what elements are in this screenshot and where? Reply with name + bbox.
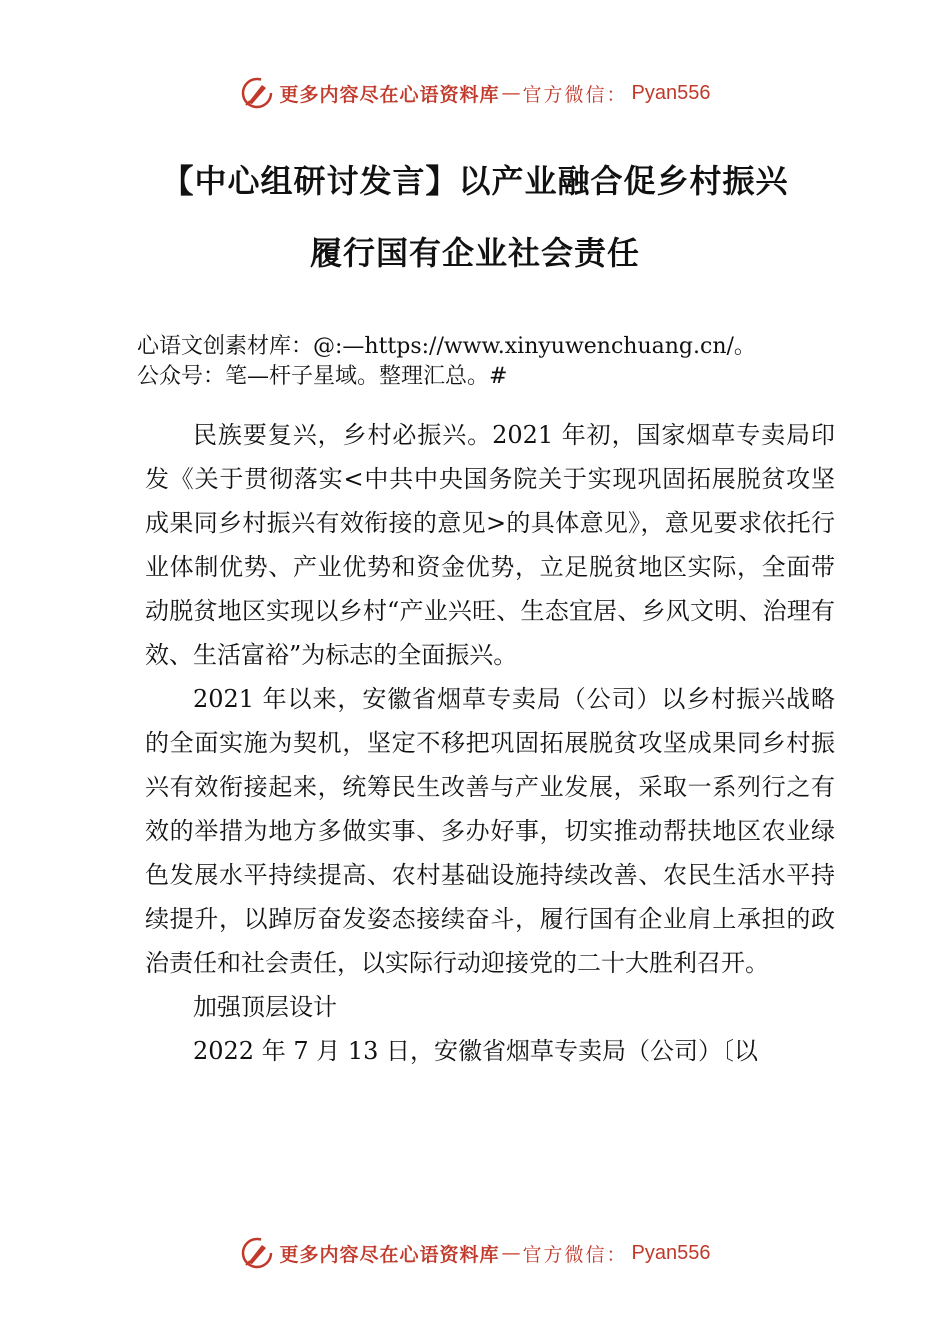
banner-dash: — [501, 1242, 521, 1264]
document-body [145, 413, 835, 1073]
source-line-2: 公众号：笔—杆子星域。整理汇总。# [137, 364, 508, 389]
banner-wechat-label: 官方微信： [522, 83, 628, 106]
source-block [137, 332, 937, 392]
quill-logo-icon [240, 76, 274, 110]
document-title-line2: 履行国有企业社会责任 [309, 234, 640, 272]
document-title-line1: 【中心组研讨发言】以产业融合促乡村振兴 [161, 162, 789, 200]
footer-banner [0, 1233, 950, 1273]
paragraph-3: 2022 年 7 月 13 日，安徽省烟草专卖局（公司）〔以 [193, 1037, 759, 1065]
header-banner [0, 73, 950, 113]
banner-wechat-id: Pyan556 [631, 81, 711, 104]
source-line-1: 心语文创素材库：@:—https://www.xinyuwenchuang.cn/。 [137, 334, 756, 359]
banner-wechat-label: 官方微信： [522, 1243, 628, 1266]
banner-dash: — [501, 82, 521, 104]
quill-logo-icon [240, 1236, 274, 1270]
banner-wechat-id: Pyan556 [631, 1241, 711, 1264]
banner-brand-text: 更多内容尽在心语资料库 [279, 83, 500, 106]
paragraph-1: 民族要复兴，乡村必振兴。2021 年初，国家烟草专卖局印发《关于贯彻落实<中共中央国务院关于实现巩固拓展脱贫攻坚成果同乡村振兴有效衔接的意见>的具体意见》，意见要求依托行业体制优势、产业优势和资金优势，立足脱贫地区实际，全面带动脱贫地区实现以乡村“产业兴旺、生态宜居、乡风文明、治理有效、生活富裕”为标志的全面振兴。 [145, 421, 835, 669]
paragraph-2: 2021 年以来，安徽省烟草专卖局（公司）以乡村振兴战略的全面实施为契机，坚定不移把巩固拓展脱贫攻坚成果同乡村振兴有效衔接起来，统筹民生改善与产业发展，采取一系列行之有效的举措为地方多做实事、多办好事，切实推动帮扶地区农业绿色发展水平持续提高、农村基础设施持续改善、农民生活水平持续提升，以踔厉奋发姿态接续奋斗，履行国有企业肩上承担的政治责任和社会责任，以实际行动迎接党的二十大胜利召开。 [145, 685, 835, 977]
banner-brand-text: 更多内容尽在心语资料库 [279, 1243, 500, 1266]
section-heading: 加强顶层设计 [193, 993, 337, 1021]
